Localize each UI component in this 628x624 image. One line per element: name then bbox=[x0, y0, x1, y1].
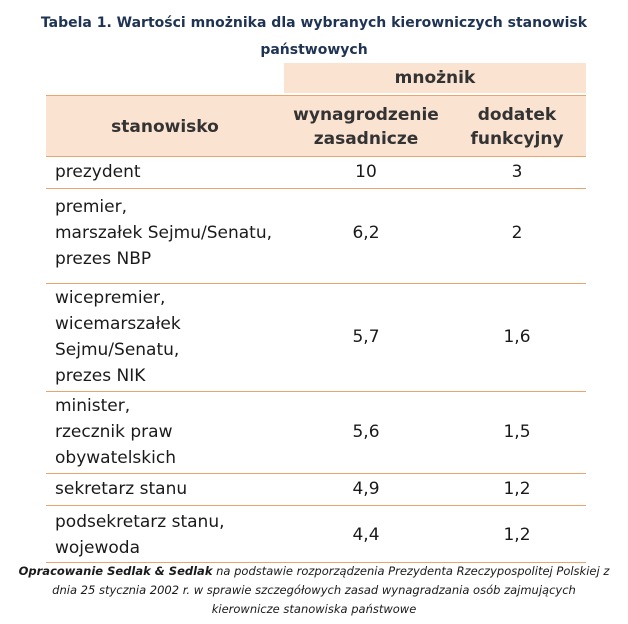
caption-line-1: Tabela 1. Wartości mnożnika dla wybranych kierowniczych stanowisk bbox=[40, 15, 588, 31]
cell-base-salary: 4,9 bbox=[352, 479, 380, 499]
source-line-1 bbox=[0, 562, 628, 581]
table-row bbox=[46, 188, 586, 276]
cell-position: premier, marszałek Sejmu/Senatu, prezes NBP bbox=[55, 196, 273, 269]
cell-position: wicepremier, wicemarszałek Sejmu/Senatu, prezes NIK bbox=[55, 288, 181, 386]
table-row bbox=[46, 391, 586, 472]
table-row bbox=[46, 505, 586, 563]
cell-position: podsekretarz stanu, wojewoda bbox=[55, 511, 225, 558]
cell-position: prezydent bbox=[55, 162, 141, 182]
header-position: stanowisko bbox=[111, 116, 219, 137]
cell-base-salary: 5,6 bbox=[352, 422, 380, 442]
cell-function-bonus: 1,2 bbox=[503, 524, 531, 545]
cell-base-salary: 4,4 bbox=[352, 524, 380, 545]
source-line-2: dnia 25 stycznia 2002 r. w sprawie szczegółowych zasad wynagradzania osób zajmujących bbox=[52, 583, 576, 597]
cell-function-bonus: 1,2 bbox=[503, 479, 531, 499]
cell-base-salary: 10 bbox=[355, 162, 377, 182]
caption-line-2: państwowych bbox=[260, 42, 368, 58]
header-group-multiplier: mnożnik bbox=[284, 63, 586, 93]
header-function-bonus: dodatek funkcyjny bbox=[470, 104, 564, 149]
cell-base-salary: 5,7 bbox=[352, 327, 380, 347]
header-row bbox=[46, 95, 586, 157]
cell-function-bonus: 3 bbox=[511, 162, 523, 182]
source-note bbox=[0, 562, 628, 619]
cell-function-bonus: 2 bbox=[511, 222, 523, 243]
table-row bbox=[46, 283, 586, 390]
cell-position: minister, rzecznik praw obywatelskich bbox=[55, 396, 176, 468]
cell-base-salary: 6,2 bbox=[352, 222, 380, 243]
source-line-1-rest: na podstawie rozporządzenia Prezydenta Rzeczypospolitej Polskiej z bbox=[212, 564, 610, 578]
cell-function-bonus: 1,5 bbox=[503, 422, 531, 442]
table-row bbox=[46, 473, 586, 504]
table-row bbox=[46, 156, 586, 187]
source-author: Opracowanie Sedlak & Sedlak bbox=[18, 564, 213, 578]
header-base-salary: wynagrodzenie zasadnicze bbox=[293, 104, 439, 149]
cell-function-bonus: 1,6 bbox=[503, 327, 531, 347]
table-caption bbox=[0, 10, 628, 64]
cell-position: sekretarz stanu bbox=[55, 479, 188, 499]
source-line-3: kierownicze stanowiska państwowe bbox=[211, 602, 417, 616]
